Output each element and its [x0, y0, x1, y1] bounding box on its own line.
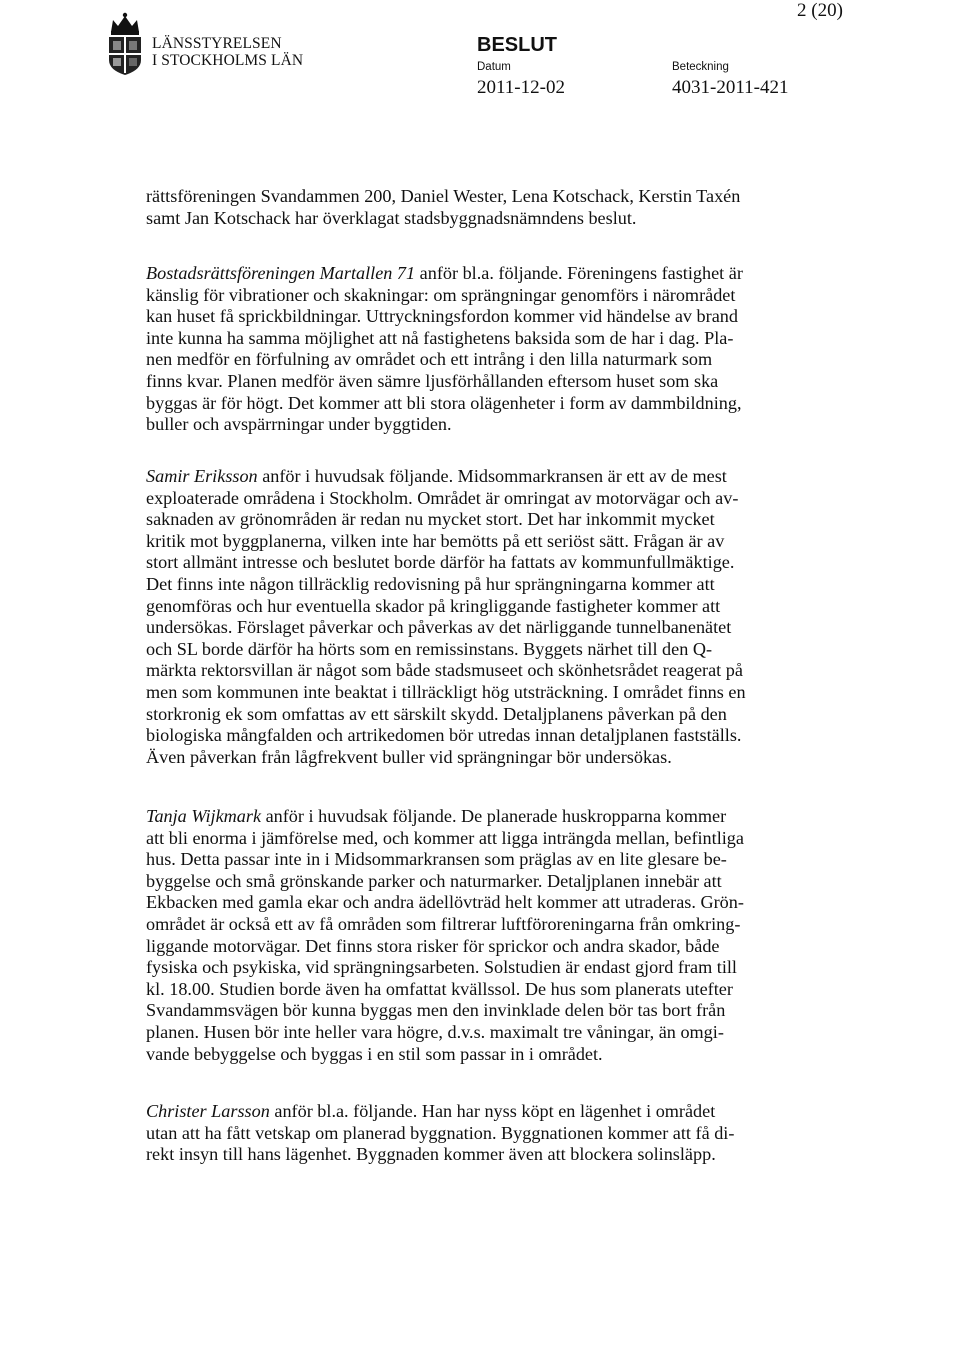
text-line: biologiska mångfalden och artrikedomen bör utredas innan detaljplanen fastställs. [146, 725, 742, 746]
text-line: inte kunna ha samma möjlighet att nå fastighetens baksida som de har i dag. Pla- [146, 327, 734, 348]
org-line-2: I STOCKHOLMS LÄN [152, 52, 304, 69]
text-line: saknaden av grönområden är redan nu mycket stort. Det har inkommit mycket [146, 509, 715, 530]
text-line: Svandammsvägen bör kunna byggas men den invinklade delen bör tas bort från [146, 1000, 726, 1021]
text-run: anför bl.a. följande. Föreningens fastighet är [415, 263, 743, 283]
organization-name [152, 35, 303, 69]
text-line: stort allmänt intresse och beslutet borde därför ha fattats av kommunfullmäktige. [146, 552, 735, 573]
text-run: anför bl.a. följande. Han har nyss köpt en lägenhet i området [269, 1101, 716, 1121]
text-line: men som kommunen inte beaktat i tillräckligt hög utsträckning. I området finns en [146, 681, 746, 702]
text-line: utan att ha fått vetskap om planerad byggnation. Byggnationen kommer att få di- [146, 1122, 735, 1143]
party-name: Bostadsrättsföreningen Martallen 71 [146, 263, 416, 283]
text-line: exploaterade områdena i Stockholm. Området är omringat av motorvägar och av- [146, 487, 739, 508]
text-line: Även påverkan från lågfrekvent buller vid sprängningar bör undersökas. [146, 746, 672, 767]
paragraph-samir-eriksson [146, 466, 798, 768]
text-line: fysiska och psykiska, vid sprängningsarbeten. Solstudien är endast gjord fram till [146, 957, 737, 978]
party-name: Christer Larsson [146, 1101, 270, 1121]
text-line [146, 806, 798, 828]
text-line: finns kvar. Planen medför även sämre ljusförhållanden eftersom huset som ska [146, 370, 719, 391]
coat-of-arms-logo [105, 10, 145, 76]
text-line: samt Jan Kotschack har överklagat stadsbyggnadsnämndens beslut. [146, 207, 637, 228]
paragraph-christer-larsson [146, 1101, 798, 1166]
text-line: hus. Detta passar inte in i Midsommarkransen som präglas av en lite glesare be- [146, 849, 727, 870]
text-line: liggande motorvägar. Det finns stora risker för sprickor och andra skador, både [146, 935, 720, 956]
party-name: Samir Eriksson [146, 466, 258, 486]
text-line: byggas är för högt. Det kommer att bli stora olägenheter i form av dammbildning, [146, 392, 742, 413]
reference-label: Beteckning [672, 61, 729, 73]
text-line: nen medför en förfulning av området och ett intrång i den lilla naturmark som [146, 349, 713, 370]
text-line: området är också ett av få områden som filtrerar luftföroreningarna från omkring- [146, 913, 741, 934]
text-run: anför i huvudsak följande. De planerade huskropparna kommer [261, 806, 727, 826]
text-line: kl. 18.00. Studien borde även ha omfattat kvällssol. De hus som planerats utefter [146, 978, 733, 999]
text-line: buller och avspärrningar under byggtiden. [146, 414, 452, 435]
text-line [146, 1101, 798, 1123]
date-value: 2011-12-02 [477, 77, 565, 98]
text-line [146, 466, 798, 488]
text-line: känslig för vibrationer och skakningar: om sprängningar genomförs i närområdet [146, 284, 736, 305]
text-line: byggelse och små grönskande parker och naturmarker. Detaljplanen innebär att [146, 870, 722, 891]
text-line: Ekbacken med gamla ekar och andra ädellövträd helt kommer att utraderas. Grön- [146, 892, 744, 913]
paragraph-tanja-wijkmark [146, 806, 798, 1065]
paragraph-appellants [146, 186, 798, 229]
text-line [146, 263, 798, 285]
text-line: kan huset få sprickbildningar. Uttryckningsfordon kommer vid händelse av brand [146, 306, 738, 327]
text-run: anför i huvudsak följande. Midsommarkransen är ett av de mest [257, 466, 727, 486]
text-line: planen. Husen bör inte heller vara högre, d.v.s. maximalt tre våningar, än omgi- [146, 1021, 724, 1042]
text-line: att bli enorma i jämförelse med, och kommer att ligga inträngda mellan, befintliga [146, 827, 744, 848]
text-line: rekt insyn till hans lägenhet. Byggnaden kommer även att blockera solinsläpp. [146, 1144, 716, 1165]
reference-value: 4031-2011-421 [672, 77, 789, 98]
text-line: kritik mot byggplanerna, vilken inte har bemötts på ett seriöst sätt. Frågan är av [146, 530, 725, 551]
document-type: BESLUT [477, 34, 557, 56]
party-name: Tanja Wijkmark [146, 806, 262, 826]
text-line: genomföras och hur eventuella skador på kringliggande fastigheter kommer att [146, 595, 721, 616]
paragraph-martallen [146, 263, 798, 436]
org-line-1: LÄNSSTYRELSEN [152, 35, 282, 52]
text-line: märkta rektorsvillan är något som både stadsmuseet och skönhetsrådet reagerat på [146, 660, 743, 681]
text-line: undersökas. Förslaget påverkar och påverkas av det närliggande tunnelbanenätet [146, 617, 732, 638]
text-line: vande bebyggelse och byggas i en stil som passar in i området. [146, 1043, 603, 1064]
text-line: och SL borde därför ha hörts som en remissinstans. Byggets närhet till den Q- [146, 638, 713, 659]
text-line: rättsföreningen Svandammen 200, Daniel Wester, Lena Kotschack, Kerstin Taxén [146, 186, 741, 206]
date-label: Datum [477, 61, 511, 73]
text-line: Det finns inte någon tillräcklig redovisning på hur sprängningarna kommer att [146, 573, 715, 594]
page-number: 2 (20) [797, 0, 843, 21]
text-line: storkronig ek som omfattas av ett särskilt skydd. Detaljplanens påverkan på den [146, 703, 727, 724]
